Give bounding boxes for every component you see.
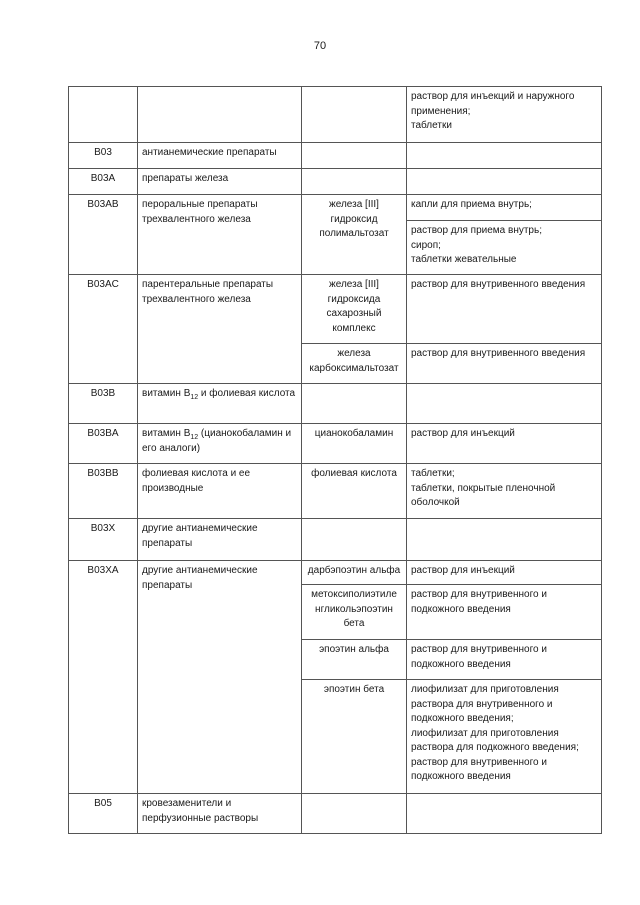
dosage-form: раствор для инъекций: [411, 565, 515, 576]
dosage-forms-cell: [407, 384, 602, 424]
dosage-form: таблетки: [411, 120, 452, 131]
group-name-cell: [138, 87, 302, 143]
dosage-forms-cell: [407, 464, 602, 519]
atc-code-cell: B03BA: [69, 424, 138, 464]
inn-cell: железа [III] гидроксид полимальтозат: [302, 195, 407, 275]
inn-cell: эпоэтин альфа: [302, 640, 407, 680]
dosage-forms-cell: [407, 640, 602, 680]
dosage-forms-cell: [407, 585, 602, 640]
dosage-form: таблетки, покрытые пленочной оболочкой: [411, 482, 556, 508]
dosage-forms-cell: [407, 195, 602, 221]
inn-cell: дарбэпоэтин альфа: [302, 561, 407, 585]
dosage-form: таблетки;: [411, 468, 455, 479]
inn-cell: [302, 87, 407, 143]
dosage-forms-cell: [407, 680, 602, 794]
atc-code-cell: B03B: [69, 384, 138, 424]
group-name-cell: пероральные препараты трехвалентного железа: [138, 195, 302, 275]
group-name-cell: антианемические препараты: [138, 143, 302, 169]
table-row: [69, 195, 602, 221]
table-row: [69, 169, 602, 195]
table-row: [69, 794, 602, 834]
inn-cell: [302, 519, 407, 561]
dosage-form: раствор для внутривенного и подкожного введения: [411, 589, 547, 615]
atc-code-cell: B03X: [69, 519, 138, 561]
atc-code-cell: B03A: [69, 169, 138, 195]
group-name-cell: [138, 384, 302, 424]
table-row: [69, 275, 602, 344]
dosage-forms-cell: [407, 424, 602, 464]
table-row: [69, 143, 602, 169]
group-name-cell: фолиевая кислота и ее производные: [138, 464, 302, 519]
dosage-form: сироп;: [411, 239, 441, 251]
group-name-cell: [138, 424, 302, 464]
page-number: 70: [313, 40, 327, 52]
atc-code-cell: B03: [69, 143, 138, 169]
atc-code-cell: B05: [69, 794, 138, 834]
dosage-form: лиофилизат для приготовления раствора для подкожного введения;: [411, 727, 579, 753]
dosage-form: раствор для инъекций: [411, 428, 515, 439]
atc-code-cell: B03XA: [69, 561, 138, 794]
dosage-form: раствор для инъекций и наружного применения;: [411, 91, 575, 117]
inn-cell: железа карбоксимальтозат: [302, 344, 407, 384]
inn-cell: фолиевая кислота: [302, 464, 407, 519]
inn-cell: [302, 384, 407, 424]
group-name-suffix: и фолиевая кислота: [198, 388, 296, 399]
dosage-form: раствор для внутривенного введения: [411, 279, 586, 290]
table-row: [69, 519, 602, 561]
atc-code-cell: B03AC: [69, 275, 138, 384]
inn-cell: [302, 143, 407, 169]
inn-cell: метоксиполиэтиле нгликольэпоэтин бета: [302, 585, 407, 640]
dosage-form: раствор для внутривенного и подкожного введения: [411, 644, 547, 670]
table-row: [69, 424, 602, 464]
inn-cell: [302, 794, 407, 834]
dosage-form: раствор для приема внутрь;: [411, 225, 542, 236]
dosage-forms-cell: [407, 87, 602, 143]
group-name-prefix: витамин В: [142, 428, 191, 439]
group-name-cell: препараты железа: [138, 169, 302, 195]
dosage-form: раствор для внутривенного и подкожного введения: [411, 756, 547, 782]
group-name-prefix: витамин В: [142, 388, 191, 399]
inn-cell: [302, 169, 407, 195]
drug-classification-table: [68, 86, 602, 834]
dosage-forms-cell: [407, 143, 602, 169]
table-row: [69, 464, 602, 519]
table-row: [69, 87, 602, 143]
dosage-form: раствор для внутривенного введения: [411, 348, 586, 359]
group-name-suffix: (цианокобаламин и его аналоги): [142, 428, 292, 454]
dosage-forms-cell: [407, 794, 602, 834]
table-row: [69, 384, 602, 424]
subscript: 12: [190, 434, 199, 441]
inn-cell: эпоэтин бета: [302, 680, 407, 794]
dosage-forms-cell: [407, 169, 602, 195]
table-row: [69, 561, 602, 585]
inn-cell: цианокобаламин: [302, 424, 407, 464]
dosage-forms-cell: [407, 344, 602, 384]
group-name-cell: другие антианемические препараты: [138, 519, 302, 561]
dosage-forms-cell: [407, 275, 602, 344]
inn-cell: железа [III] гидроксида сахарозный комплекс: [302, 275, 407, 344]
dosage-form: таблетки жевательные: [411, 254, 517, 265]
dosage-form: капли для приема внутрь;: [411, 199, 532, 210]
group-name-cell: кровезаменители и перфузионные растворы: [138, 794, 302, 834]
atc-code-cell: [69, 87, 138, 143]
subscript: 12: [190, 394, 199, 401]
dosage-forms-cell: [407, 519, 602, 561]
dosage-form: лиофилизат для приготовления раствора для внутривенного и подкожного введения;: [411, 684, 559, 724]
atc-code-cell: B03AB: [69, 195, 138, 275]
group-name-cell: другие антианемические препараты: [138, 561, 302, 794]
dosage-forms-cell: [407, 561, 602, 585]
atc-code-cell: B03BB: [69, 464, 138, 519]
group-name-cell: парентеральные препараты трехвалентного железа: [138, 275, 302, 384]
dosage-forms-cell: [407, 221, 602, 275]
